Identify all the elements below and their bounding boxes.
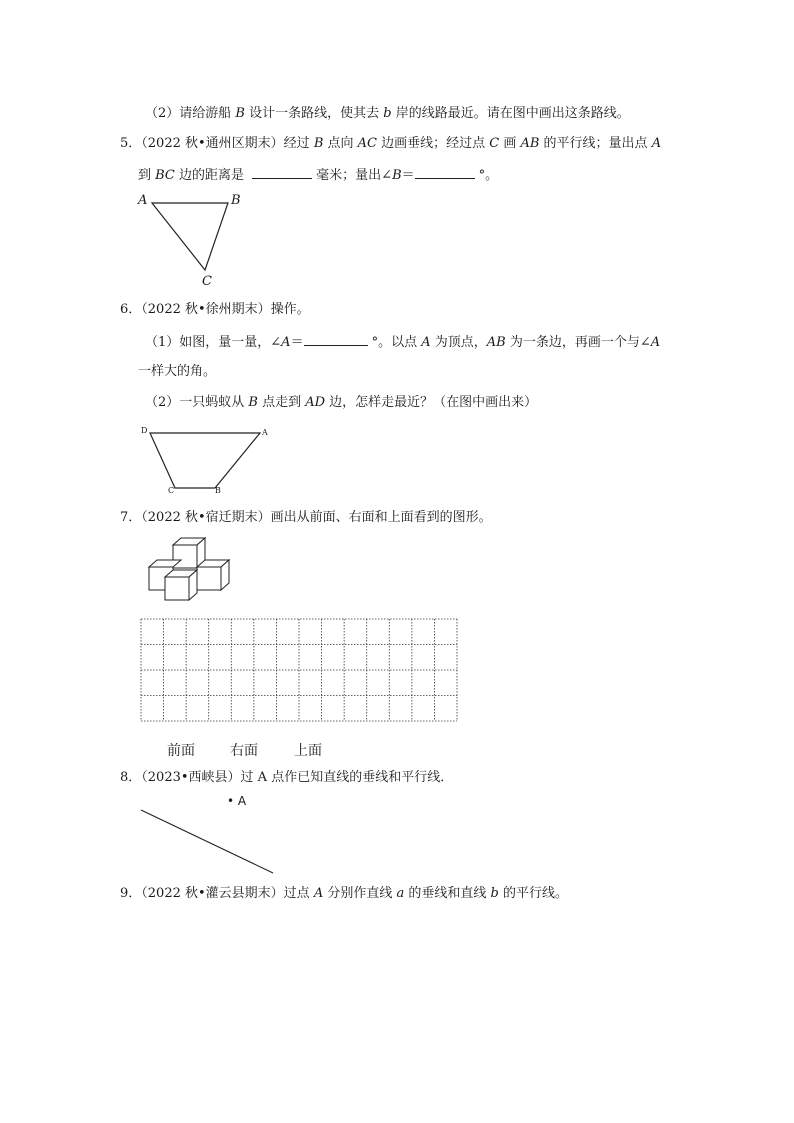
q6-sub1-line1: （1）如图，量一量，∠A＝ °。以点 A 为顶点，AB 为一条边，再画一个与∠A [145,331,660,353]
q6-label-B: B [215,486,221,495]
q5-label-A: A [138,193,148,208]
q4-sub2-num: （2） [145,106,180,121]
q6-label-C: C [168,486,175,495]
q7-line1: 7．（2022 秋•宿迁期末）画出从前面、右面和上面看到的图形。 [120,510,492,525]
q6-line1: 6．（2022 秋•徐州期末）操作。 [120,302,310,317]
q5-label-C: C [202,274,212,289]
q6-number: 6． [120,302,142,317]
q6-trapezoid [150,433,260,488]
right-cube-front [197,567,221,590]
q4-sub2: （2）请给游船 B 设计一条路线，使其去 b 岸的线路最近。请在图中画出这条路线。 [145,106,630,121]
q7-source: （2022 秋•宿迁期末） [141,510,271,525]
q5-source: （2022 秋•通州区期末） [141,136,284,151]
q7-view-top-label: 上面 [294,743,322,759]
q5-distance-blank[interactable] [252,164,312,179]
q7-view-right-label: 右面 [230,743,258,759]
q6-trapezoid-figure [145,425,275,495]
q6-angle-blank[interactable] [304,331,368,346]
q5-line1: 5．（2022 秋•通州区期末）经过 B 点向 AC 边画垂线；经过点 C 画 AB 的平行线；量出点 A [120,136,662,151]
q9-line1: 9．（2022 秋•灌云县期末）过点 A 分别作直线 a 的垂线和直线 b 的平行线。 [120,886,568,901]
q7-dotted-grid [140,618,458,722]
q8-line1: 8．（2023•西峡县）过 A 点作已知直线的垂线和平行线． [120,770,454,785]
q5-angle-blank[interactable] [415,164,475,179]
q6-source: （2022 秋•徐州期末） [141,302,271,317]
q8-source: （2023•西峡县） [141,770,241,785]
q9-source: （2022 秋•灌云县期末） [141,886,284,901]
q8-point-A: • A [227,794,247,808]
q5-triangle-figure [145,195,265,285]
top-cube-front [173,545,197,568]
q7-number: 7． [120,510,142,525]
q9-number: 9． [120,886,142,901]
q6-label-A: A [262,428,268,437]
q6-label-D: D [141,426,148,435]
q8-line-figure [138,805,278,875]
q5-label-B: B [231,193,241,208]
q5-triangle [152,203,228,270]
q5-line2: 到 BC 边的距离是 毫米；量出∠B＝ °。 [138,164,498,186]
front-cube-front [165,577,189,600]
q5-number: 5． [120,136,142,151]
q6-sub2: （2）一只蚂蚁从 B 点走到 AD 边，怎样走最近？（在图中画出来） [145,395,538,410]
q8-number: 8． [120,770,142,785]
q7-view-front-label: 前面 [167,743,195,759]
q6-sub1-line2: 一样大的角。 [138,364,217,379]
q8-given-line [141,810,273,873]
q7-cube-stack-figure [145,535,235,605]
